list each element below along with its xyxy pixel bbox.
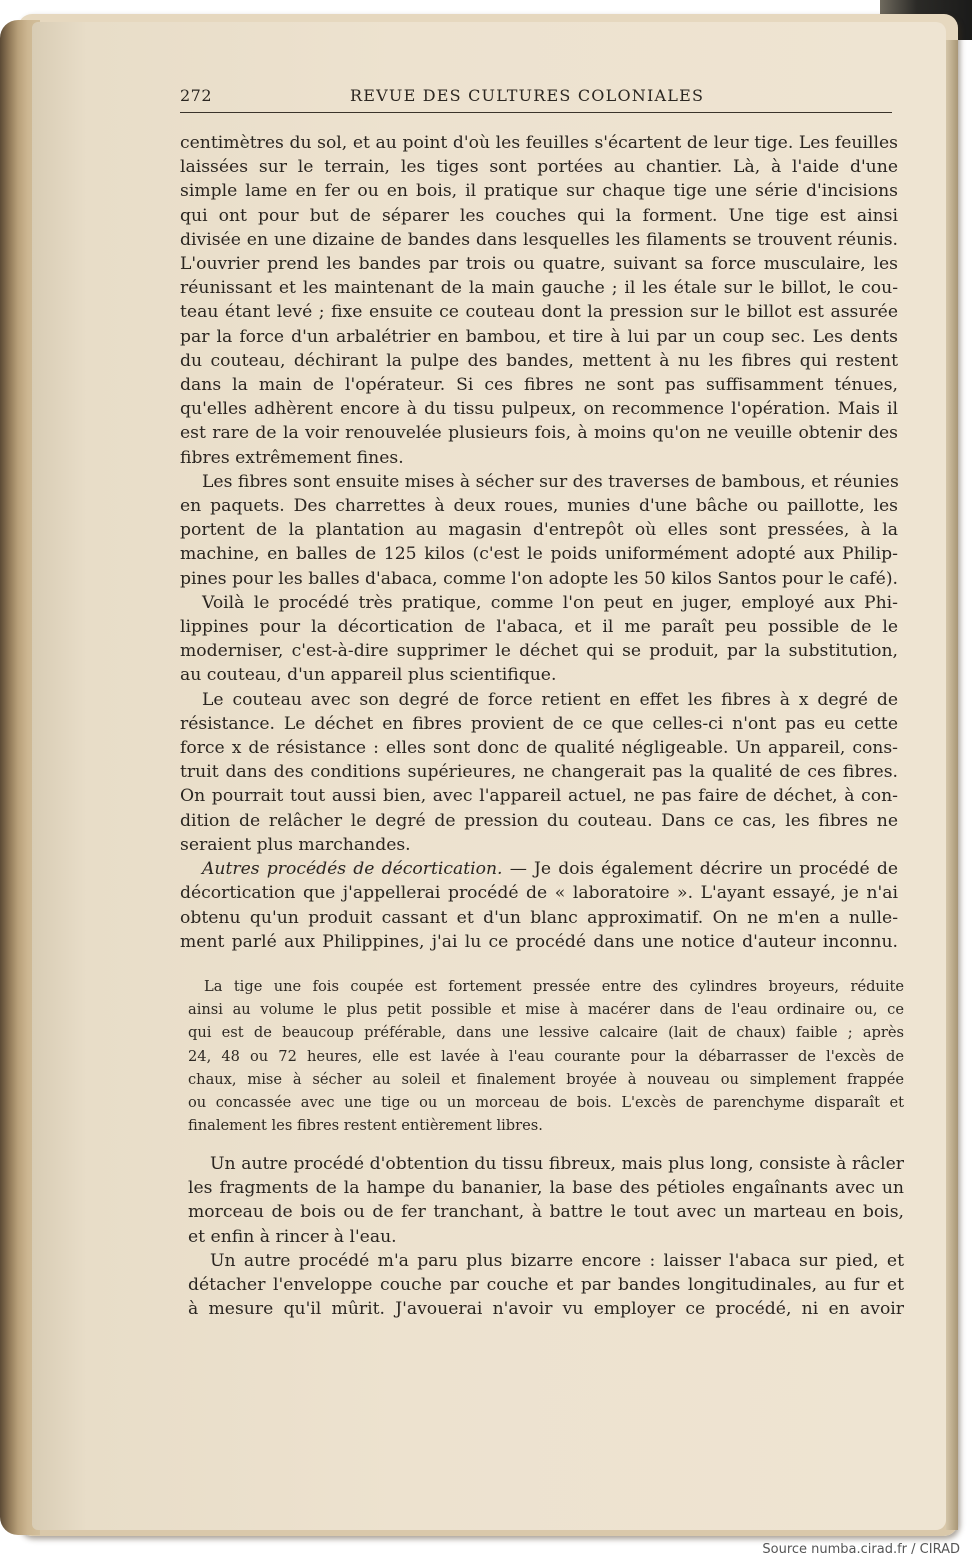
text-line: L'ouvrier prend les bandes par trois ou quatre, suivant sa force musculaire, les — [180, 254, 898, 275]
page-number: 272 — [180, 86, 213, 105]
text-line: lippines pour la décortication de l'abaca, et il me paraît peu possible de le — [180, 617, 898, 638]
text-line: simple lame en fer ou en bois, il pratique sur chaque tige une série d'incisions — [180, 181, 898, 202]
text-line: moderniser, c'est-à-dire supprimer le déchet qui se produit, par la substitution, — [180, 641, 898, 662]
text-line: décortication que j'appellerai procédé de « laboratoire ». L'ayant essayé, je n'ai — [180, 883, 898, 904]
text-line: pines pour les balles d'abaca, comme l'on adopte les 50 kilos Santos pour le café). — [180, 568, 898, 589]
text-line: détacher l'enveloppe couche par couche et par bandes longitudinales, au fur et — [188, 1275, 904, 1296]
text-line: portent de la plantation au magasin d'entrepôt où elles sont pressées, à la — [180, 520, 898, 541]
section-heading: Autres procédés de décortication. — [202, 859, 503, 880]
quote-line: finalement les fibres restent entièrement libres. — [188, 1117, 543, 1135]
text-line: truit dans des conditions supérieures, ne changerait pas la qualité de ces fibres. — [180, 762, 898, 783]
quote-line: ainsi au volume le plus petit possible et mise à macérer dans de l'eau ordinaire ou, ce — [188, 1001, 904, 1019]
text-line: par la force d'un arbalétrier en bambou, et tire à lui par un coup sec. Les dents — [180, 326, 898, 347]
quote-line: chaux, mise à sécher au soleil et finalement broyée à nouveau ou simplement frappée — [188, 1070, 904, 1088]
text-line: Les fibres sont ensuite mises à sécher sur des traverses de bambous, et réunies — [202, 471, 899, 492]
text-line: réunissant et les maintenant de la main gauche ; il les étale sur le billot, le cou- — [180, 278, 898, 299]
text-line: résistance. Le déchet en fibres provient de ce que celles-ci n'ont pas eu cette — [180, 713, 898, 734]
source-credit: Source numba.cirad.fr / CIRAD — [762, 1542, 960, 1557]
text-line: morceau de bois ou de fer tranchant, à battre le tout avec un marteau en bois, — [188, 1202, 904, 1223]
text-line: seraient plus marchandes. — [180, 834, 411, 855]
text-line: Le couteau avec son degré de force retient en effet les fibres à x degré de — [202, 689, 898, 710]
text-line: à mesure qu'il mûrit. J'avouerai n'avoir vu employer ce procédé, ni en avoir — [188, 1299, 904, 1320]
text-line: Voilà le procédé très pratique, comme l'on peut en juger, employé aux Phi- — [202, 592, 898, 613]
text-line: centimètres du sol, et au point d'où les feuilles s'écartent de leur tige. Les feuilles — [180, 133, 898, 153]
quote-line: La tige une fois coupée est fortement pressée entre des cylindres broyeurs, réduite — [204, 978, 904, 995]
text-line: teau étant levé ; fixe ensuite ce couteau dont la pression sur le billot est assurée — [180, 302, 898, 323]
quote-line: 24, 48 ou 72 heures, elle est lavée à l'eau courante pour la débarrasser de l'excès de — [188, 1047, 904, 1065]
text-line: du couteau, déchirant la pulpe des bandes, mettent à nu les fibres qui restent — [180, 350, 898, 371]
text-line: On pourrait tout aussi bien, avec l'appareil actuel, ne pas faire de déchet, à con- — [180, 786, 898, 807]
text-line: Un autre procédé m'a paru plus bizarre encore : laisser l'abaca sur pied, et — [210, 1250, 904, 1271]
text-line: laissées sur le terrain, les tiges sont portées au chantier. Là, à l'aide d'une — [180, 157, 898, 178]
text-run: — Je dois également décrire un procédé de — [502, 859, 898, 880]
running-title: REVUE DES CULTURES COLONIALES — [350, 86, 705, 105]
text-line: ment parlé aux Philippines, j'ai lu ce procédé dans une notice d'auteur inconnu. — [180, 931, 898, 952]
page-header — [180, 86, 892, 116]
text-line-with-italic-heading — [180, 857, 898, 881]
text-line: est rare de la voir renouvelée plusieurs fois, à moins qu'on ne veuille obtenir des — [180, 423, 898, 444]
text-line: dans la main de l'opérateur. Si ces fibres ne sont pas suffisamment ténues, — [180, 375, 898, 396]
text-line: obtenu qu'un produit cassant et d'un blanc approximatif. On ne m'en a nulle- — [180, 907, 898, 928]
text-line: et enfin à rincer à l'eau. — [188, 1226, 397, 1247]
text-line: qui ont pour but de séparer les couches qui la forment. Une tige est ainsi — [180, 205, 898, 226]
text-line: force x de résistance : elles sont donc de qualité négligeable. Un appareil, cons- — [180, 738, 898, 759]
text-line: divisée en une dizaine de bandes dans lesquelles les filaments se trouvent réunis. — [180, 229, 898, 250]
text-line: Un autre procédé d'obtention du tissu fibreux, mais plus long, consiste à râcler — [210, 1154, 904, 1174]
body-text-continued — [188, 1152, 904, 1321]
text-line: dition de relâcher le degré de pression du couteau. Dans ce cas, les fibres ne — [180, 810, 898, 831]
text-line: en paquets. Des charrettes à deux roues, munies d'une bâche ou paillotte, les — [180, 496, 898, 517]
text-line: machine, en balles de 125 kilos (c'est le poids uniformément adopté aux Philip- — [180, 544, 898, 565]
text-line: au couteau, d'un appareil plus scientifique. — [180, 665, 557, 686]
quote-line: qui est de beaucoup préférable, dans une lessive calcaire (lait de chaux) faible ; après — [188, 1024, 904, 1042]
quote-line: ou concassée avec une tige ou un morceau de bois. L'excès de parenchyme disparaît et — [188, 1094, 904, 1112]
page-right-edge — [946, 40, 958, 1530]
text-line: fibres extrêmement fines. — [180, 447, 404, 468]
header-rule — [180, 112, 892, 113]
quoted-passage — [188, 975, 904, 1137]
body-text — [180, 131, 898, 954]
text-line: qu'elles adhèrent encore à du tissu pulpeux, on recommence l'opération. Mais il — [180, 399, 898, 420]
text-line: les fragments de la hampe du bananier, la base des pétioles engaînants avec un — [188, 1178, 904, 1199]
